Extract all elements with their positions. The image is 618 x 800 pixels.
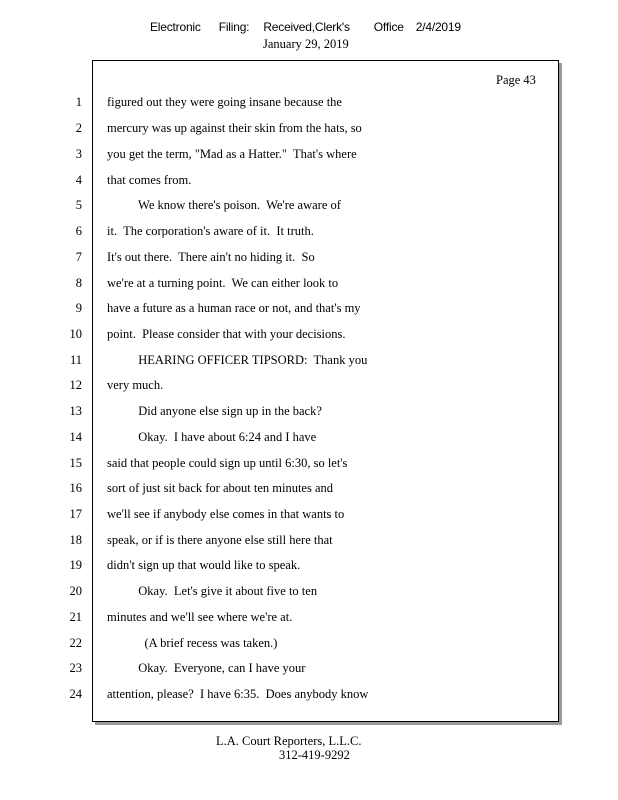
transcript-line: mercury was up against their skin from the hats, so <box>107 121 362 135</box>
line-number: 4 <box>75 173 82 187</box>
transcript-line: you get the term, "Mad as a Hatter." That's where <box>107 147 357 161</box>
transcript-line: speak, or if is there anyone else still here that <box>107 533 333 547</box>
line-number: 23 <box>69 661 82 675</box>
transcript-line: It's out there. There ain't no hiding it. So <box>107 250 315 264</box>
line-number: 22 <box>69 636 82 650</box>
stamp-received: Received, <box>263 20 315 34</box>
line-number: 6 <box>75 224 82 238</box>
stamp-electronic: Electronic <box>150 20 201 34</box>
line-number: 21 <box>69 610 82 624</box>
transcript-line: Okay. I have about 6:24 and I have <box>107 430 317 444</box>
transcript-line: HEARING OFFICER TIPSORD: Thank you <box>107 353 368 367</box>
line-number: 3 <box>75 147 82 161</box>
line-number: 20 <box>69 584 82 598</box>
line-number: 10 <box>69 327 82 341</box>
transcript-line: very much. <box>107 378 164 392</box>
stamp-clerks: Clerk's <box>314 20 350 34</box>
transcript-line: that comes from. <box>107 173 192 187</box>
line-number: 8 <box>75 276 82 290</box>
transcript-line: Did anyone else sign up in the back? <box>107 404 322 418</box>
line-number: 2 <box>75 121 82 135</box>
transcript-line: (A brief recess was taken.) <box>107 636 278 650</box>
transcript-line: Okay. Let's give it about five to ten <box>107 584 318 598</box>
line-number: 24 <box>69 687 82 701</box>
line-number: 5 <box>75 198 82 212</box>
line-number: 12 <box>69 378 82 392</box>
page-number: Page 43 <box>496 73 536 87</box>
line-number: 11 <box>69 353 82 367</box>
line-number: 14 <box>69 430 82 444</box>
transcript-line: it. The corporation's aware of it. It truth. <box>107 224 314 238</box>
transcript-line: point. Please consider that with your decisions. <box>107 327 346 341</box>
stamp-filed-date: 2/4/2019 <box>415 20 461 34</box>
transcript-line: figured out they were going insane because the <box>107 95 342 109</box>
line-number: 9 <box>75 301 82 315</box>
reporter-phone: 312-419-9292 <box>279 748 350 762</box>
transcript-line: Okay. Everyone, can I have your <box>107 661 306 675</box>
transcript-line: have a future as a human race or not, and that's my <box>107 301 361 315</box>
reporter-company: L.A. Court Reporters, L.L.C. <box>216 734 362 748</box>
transcript-line: minutes and we'll see where we're at. <box>107 610 293 624</box>
line-number: 13 <box>69 404 82 418</box>
transcript-line: we're at a turning point. We can either look to <box>107 276 339 290</box>
line-number: 16 <box>69 481 82 495</box>
stamp-office: Office <box>373 20 404 34</box>
line-number: 7 <box>75 250 82 264</box>
transcript-line: attention, please? I have 6:35. Does anybody know <box>107 687 369 701</box>
line-number: 1 <box>75 95 82 109</box>
transcript-line: didn't sign up that would like to speak. <box>107 558 301 572</box>
transcript-line: sort of just sit back for about ten minutes and <box>107 481 334 495</box>
transcript-line: said that people could sign up until 6:30, so let's <box>107 456 348 470</box>
filing-stamp <box>150 20 461 34</box>
line-number: 19 <box>69 558 82 572</box>
hearing-date: January 29, 2019 <box>263 37 349 51</box>
stamp-filing: Filing: <box>218 20 250 34</box>
line-number: 15 <box>69 456 82 470</box>
transcript-line: We know there's poison. We're aware of <box>107 198 341 212</box>
line-number: 17 <box>69 507 82 521</box>
transcript-line: we'll see if anybody else comes in that wants to <box>107 507 345 521</box>
line-number: 18 <box>69 533 82 547</box>
